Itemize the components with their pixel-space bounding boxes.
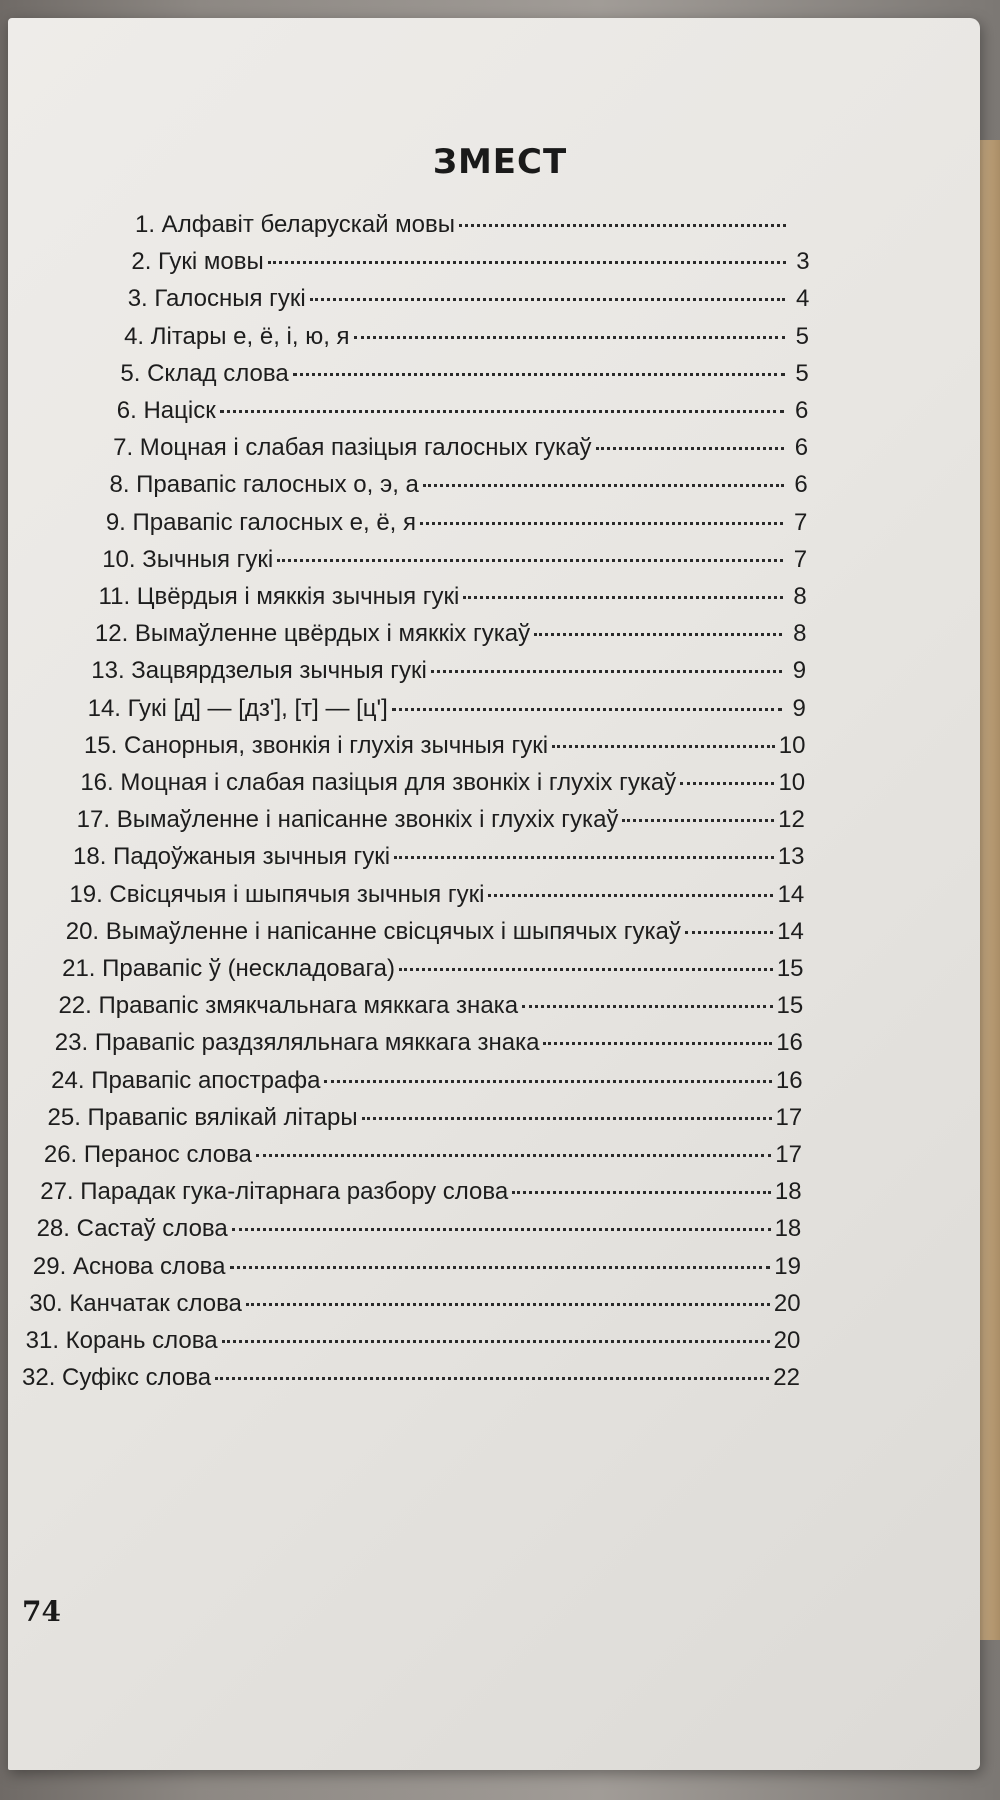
toc-entry-label: 27. Парадак гука-літарнага разбору слова [40, 1178, 509, 1206]
dot-leader [324, 1080, 771, 1083]
toc-entry-label: 26. Перанос слова [43, 1141, 252, 1168]
toc-entry-page: 17 [775, 1103, 803, 1131]
toc-entry [106, 508, 808, 538]
dot-leader [293, 373, 785, 376]
table-of-contents [0, 200, 1000, 1560]
toc-entry-label: 19. Свісцячыя і шыпячыя зычныя гукі [69, 880, 485, 908]
toc-entry [84, 731, 806, 761]
dot-leader [392, 708, 782, 711]
toc-entry [26, 1326, 801, 1356]
page-title: ЗМЕСТ [432, 142, 568, 182]
toc-entry [102, 545, 807, 575]
toc-entry-page: 18 [774, 1215, 802, 1243]
toc-entry [109, 470, 807, 500]
toc-entry [55, 1028, 803, 1058]
toc-entry-label: 21. Правапіс ў (нескладовага) [62, 955, 396, 982]
toc-entry [66, 917, 804, 947]
dot-leader [222, 1340, 770, 1343]
toc-entry [113, 433, 808, 463]
toc-entry [128, 284, 810, 314]
toc-entry-page: 6 [794, 471, 808, 499]
dot-leader [310, 298, 786, 301]
toc-entry-page: 10 [778, 731, 806, 759]
toc-entry [29, 1289, 800, 1319]
dot-leader [277, 559, 783, 562]
toc-entry [37, 1214, 802, 1244]
dot-leader [534, 633, 782, 636]
toc-entry-page: 7 [793, 545, 808, 573]
dot-leader [459, 224, 786, 227]
toc-entry-label: 23. Правапіс раздзяляльнага мяккага знака [54, 1029, 540, 1057]
toc-entry [51, 1066, 802, 1096]
toc-entry-page: 6 [795, 397, 809, 424]
toc-entry [91, 656, 806, 686]
toc-entry [88, 694, 806, 724]
dot-leader [512, 1191, 771, 1194]
toc-entry [58, 991, 803, 1021]
dot-leader [488, 894, 773, 897]
dot-leader [680, 782, 774, 785]
toc-entry-page: 8 [793, 620, 807, 648]
toc-entry-label: 25. Правапіс вялікай літары [47, 1103, 358, 1131]
toc-entry-label: 3. Галосныя гукі [127, 285, 306, 313]
toc-entry [69, 880, 804, 910]
toc-entry-label: 6. Націск [116, 397, 216, 424]
toc-entry-label: 14. Гукі [д] — [дз'], [т] — [ц'] [87, 694, 388, 722]
toc-entry [95, 619, 807, 649]
toc-entry-page: 10 [778, 769, 806, 796]
toc-entry-page: 16 [775, 1066, 803, 1094]
toc-entry-page: 6 [794, 434, 809, 462]
toc-entry-page: 13 [777, 843, 805, 871]
toc-entry-page: 15 [776, 992, 804, 1020]
toc-entry-label: 31. Корань слова [25, 1327, 218, 1354]
toc-entry [124, 322, 809, 352]
toc-entry [135, 210, 810, 240]
toc-entry-page: 5 [795, 359, 809, 387]
dot-leader [220, 410, 785, 413]
toc-entry-label: 9. Правапіс галосных е, ё, я [105, 508, 417, 536]
toc-entry-label: 15. Санорныя, звонкія і глухія зычныя гукі [83, 731, 549, 759]
dot-leader [431, 670, 782, 673]
dot-leader [622, 819, 774, 822]
toc-entry-label: 4. Літары е, ё, і, ю, я [124, 322, 350, 350]
toc-entry-page: 7 [794, 508, 808, 536]
toc-entry-page: 9 [792, 657, 807, 685]
toc-entry-page: 19 [774, 1252, 801, 1280]
toc-entry-label: 17. Вымаўленне і напісанне звонкіх і глухіх гукаў [76, 806, 619, 834]
dot-leader [232, 1228, 771, 1231]
toc-entry-label: 18. Падоўжаныя зычныя гукі [73, 843, 391, 871]
toc-entry-label: 12. Вымаўленне цвёрдых і мяккіх гукаў [94, 620, 531, 648]
toc-entry [48, 1103, 803, 1133]
toc-entry-label: 1. Алфавіт беларускай мовы [135, 211, 456, 238]
toc-entry-label: 7. Моцная і слабая пазіцыя галосных гукаў [113, 434, 592, 462]
dot-leader [685, 931, 773, 934]
toc-entry [73, 842, 804, 872]
toc-entry-page: 3 [796, 248, 810, 276]
toc-entry-label: 28. Састаў слова [36, 1215, 228, 1243]
toc-entry-page: 5 [795, 322, 810, 350]
dot-leader [522, 1005, 772, 1008]
toc-entry-label: 32. Суфікс слова [22, 1364, 212, 1392]
dot-leader [552, 745, 775, 748]
toc-entry-label: 20. Вымаўленне і напісанне свісцячых і шыпячых гукаў [65, 917, 681, 945]
toc-entry [131, 247, 809, 277]
page-number: 74 [22, 1595, 61, 1628]
dot-leader [246, 1303, 770, 1306]
toc-entry-label: 30. Канчатак слова [29, 1289, 242, 1317]
toc-entry [99, 582, 807, 612]
dot-leader [394, 856, 774, 859]
dot-leader [423, 484, 784, 487]
toc-entry-label: 10. Зычныя гукі [102, 545, 274, 573]
toc-entry-label: 29. Аснова слова [32, 1252, 226, 1280]
toc-entry-page: 22 [773, 1364, 800, 1392]
toc-entry-page: 8 [793, 583, 807, 610]
toc-entry [33, 1252, 801, 1282]
toc-entry-page: 9 [792, 694, 806, 722]
dot-leader [596, 447, 784, 450]
toc-entry-page: 20 [773, 1327, 801, 1354]
toc-entry [120, 359, 808, 389]
toc-entry [62, 954, 803, 984]
toc-entry-page: 4 [795, 285, 810, 313]
toc-entry-label: 13. Зацвярдзелыя зычныя гукі [91, 657, 427, 685]
dot-leader [354, 336, 785, 339]
toc-entry-label: 16. Моцная і слабая пазіцыя для звонкіх і глухіх гукаў [80, 769, 677, 796]
toc-entry-label: 11. Цвёрдыя і мяккія зычныя гукі [98, 583, 460, 610]
toc-entry-page: 12 [778, 806, 805, 834]
toc-entry [77, 805, 805, 835]
toc-entry [22, 1363, 800, 1393]
toc-entry [44, 1140, 802, 1170]
toc-entry-page: 14 [777, 880, 805, 908]
toc-entry [40, 1177, 801, 1207]
toc-entry-page: 16 [776, 1029, 803, 1057]
toc-entry-label: 8. Правапіс галосных о, э, а [109, 471, 419, 499]
dot-leader [463, 596, 782, 599]
toc-entry-label: 5. Склад слова [120, 359, 289, 387]
toc-entry [80, 768, 805, 798]
toc-entry-page: 18 [774, 1178, 802, 1206]
dot-leader [362, 1117, 772, 1120]
dot-leader [230, 1266, 771, 1269]
toc-entry-page: 15 [776, 955, 804, 982]
toc-entry [117, 396, 809, 426]
toc-entry-page: 17 [775, 1141, 802, 1168]
toc-entry-page: 14 [777, 917, 804, 945]
dot-leader [268, 261, 786, 264]
toc-entry-label: 22. Правапіс змякчальнага мяккага знака [58, 992, 519, 1020]
toc-entry-label: 2. Гукі мовы [131, 248, 264, 276]
dot-leader [256, 1154, 771, 1157]
dot-leader [420, 522, 783, 525]
dot-leader [215, 1377, 769, 1380]
toc-entry-page: 20 [773, 1289, 801, 1317]
dot-leader [399, 968, 773, 971]
dot-leader [543, 1042, 772, 1045]
toc-entry-label: 24. Правапіс апострафа [51, 1066, 321, 1094]
